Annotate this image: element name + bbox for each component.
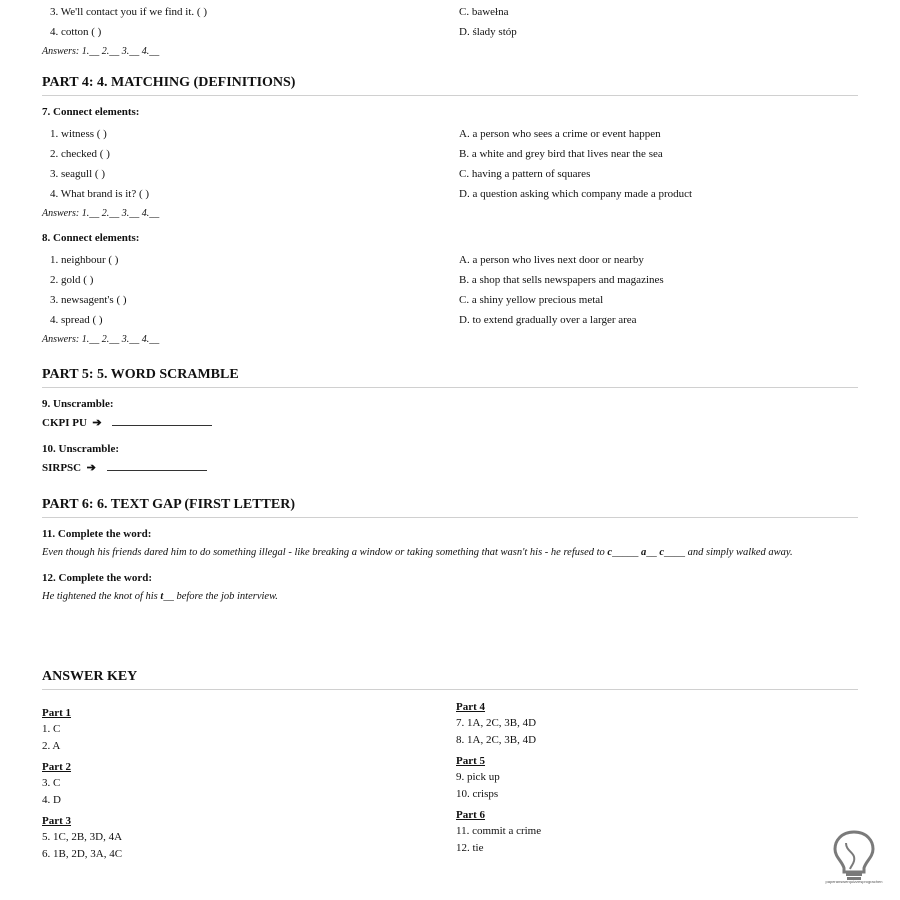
match-list [42, 250, 858, 330]
match-row [42, 184, 858, 204]
answer-blank[interactable] [107, 462, 207, 471]
logo-caption: paperanswerquizzesprograchen [825, 879, 883, 884]
part-heading: PART 6: 6. TEXT GAP (FIRST LETTER) [42, 497, 858, 518]
match-row [42, 270, 858, 290]
match-left: 1. witness ( ) [50, 128, 107, 140]
site-logo [820, 828, 888, 888]
part-5-section [42, 367, 858, 474]
key-part-title: Part 5 [456, 755, 486, 767]
scramble-line [42, 461, 858, 474]
gap-blank[interactable]: __ [163, 591, 174, 602]
first-letter: c [607, 547, 613, 558]
question-title: 9. Unscramble: [42, 398, 114, 410]
key-item: 4. D [42, 794, 61, 806]
sentence-text: and simply walked away. [685, 547, 793, 558]
key-item: 12. tie [456, 842, 484, 854]
part-heading: PART 5: 5. WORD SCRAMBLE [42, 367, 858, 388]
match-right: C. having a pattern of squares [459, 168, 591, 180]
previous-question [42, 2, 858, 62]
arrow-icon: ➔ [92, 417, 102, 429]
sentence-text: before the job interview. [173, 591, 278, 602]
match-row [42, 250, 858, 270]
gap-sentence [42, 547, 858, 558]
key-item: 11. commit a crime [456, 825, 542, 837]
scrambled-word: CKPI PU [42, 417, 87, 429]
key-part-title: Part 2 [42, 761, 72, 773]
key-item: 8. 1A, 2C, 3B, 4D [456, 734, 537, 746]
answer-key-right-column [456, 699, 541, 857]
key-item: 9. pick up [456, 771, 500, 783]
key-item: 1. C [42, 723, 61, 735]
key-part-title: Part 4 [456, 701, 486, 713]
gap-blank[interactable]: __ [646, 547, 660, 558]
match-left: 1. neighbour ( ) [50, 254, 119, 266]
answer-blank[interactable] [112, 417, 212, 426]
match-left: 2. checked ( ) [50, 148, 110, 160]
match-right: C. bawełna [459, 6, 509, 18]
match-left: 4. spread ( ) [50, 314, 103, 326]
answers-line: Answers: 1.__ 2.__ 3.__ 4.__ [42, 208, 160, 219]
first-letter: c [659, 547, 664, 558]
match-row [42, 290, 858, 310]
answer-key-left-column [42, 705, 122, 863]
scrambled-word: SIRPSC [42, 462, 82, 474]
match-left: 3. We'll contact you if we find it. ( ) [50, 6, 207, 18]
key-item: 5. 1C, 2B, 3D, 4A [42, 831, 123, 843]
match-right: B. a white and grey bird that lives near the sea [459, 148, 663, 160]
gap-blank[interactable]: _____ [612, 547, 641, 558]
match-left: 4. cotton ( ) [50, 26, 102, 38]
match-right: B. a shop that sells newspapers and magazines [459, 274, 664, 286]
key-item: 6. 1B, 2D, 3A, 4C [42, 848, 123, 860]
match-left: 2. gold ( ) [50, 274, 94, 286]
match-row [42, 22, 858, 42]
match-row [42, 144, 858, 164]
question-title: 7. Connect elements: [42, 106, 140, 118]
match-left: 3. seagull ( ) [50, 168, 105, 180]
part-6-section [42, 497, 858, 602]
part-4-section [42, 75, 858, 350]
match-right: D. a question asking which company made a product [459, 188, 693, 200]
first-letter: a [640, 547, 647, 558]
match-row [42, 124, 858, 144]
match-right: A. a person who sees a crime or event happen [459, 128, 661, 140]
match-right: C. a shiny yellow precious metal [459, 294, 604, 306]
key-part-title: Part 1 [42, 707, 72, 719]
match-left: 4. What brand is it? ( ) [50, 188, 150, 200]
answers-line: Answers: 1.__ 2.__ 3.__ 4.__ [42, 46, 160, 57]
scramble-line [42, 416, 858, 429]
match-row [42, 2, 858, 22]
arrow-icon: ➔ [86, 462, 96, 474]
answers-line: Answers: 1.__ 2.__ 3.__ 4.__ [42, 334, 160, 345]
match-right: A. a person who lives next door or nearby [459, 254, 644, 266]
key-part-title: Part 6 [456, 809, 486, 821]
sentence-text: He tightened the knot of his [42, 591, 161, 602]
key-item: 2. A [42, 740, 61, 752]
match-row [42, 310, 858, 330]
gap-blank[interactable]: ____ [664, 547, 685, 558]
question-title: 10. Unscramble: [42, 443, 119, 455]
question-title: 11. Complete the word: [42, 528, 152, 540]
question-title: 12. Complete the word: [42, 572, 152, 584]
key-part-title: Part 3 [42, 815, 72, 827]
sentence-text: Even though his friends dared him to do something illegal - like breaking a window or taking something that wasn't his - he refused to [42, 547, 608, 558]
key-item: 3. C [42, 777, 61, 789]
match-row [42, 164, 858, 184]
answer-key-heading: ANSWER KEY [42, 669, 858, 690]
match-right: D. ślady stóp [459, 26, 517, 38]
first-letter: t [160, 591, 164, 602]
question-title: 8. Connect elements: [42, 232, 140, 244]
key-item: 10. crisps [456, 788, 499, 800]
match-left: 3. newsagent's ( ) [50, 294, 127, 306]
gap-sentence [42, 591, 858, 602]
part-heading: PART 4: 4. MATCHING (DEFINITIONS) [42, 75, 858, 96]
answer-key-section [42, 669, 858, 869]
key-item: 7. 1A, 2C, 3B, 4D [456, 717, 537, 729]
match-right: D. to extend gradually over a larger area [459, 314, 637, 326]
match-list [42, 124, 858, 204]
